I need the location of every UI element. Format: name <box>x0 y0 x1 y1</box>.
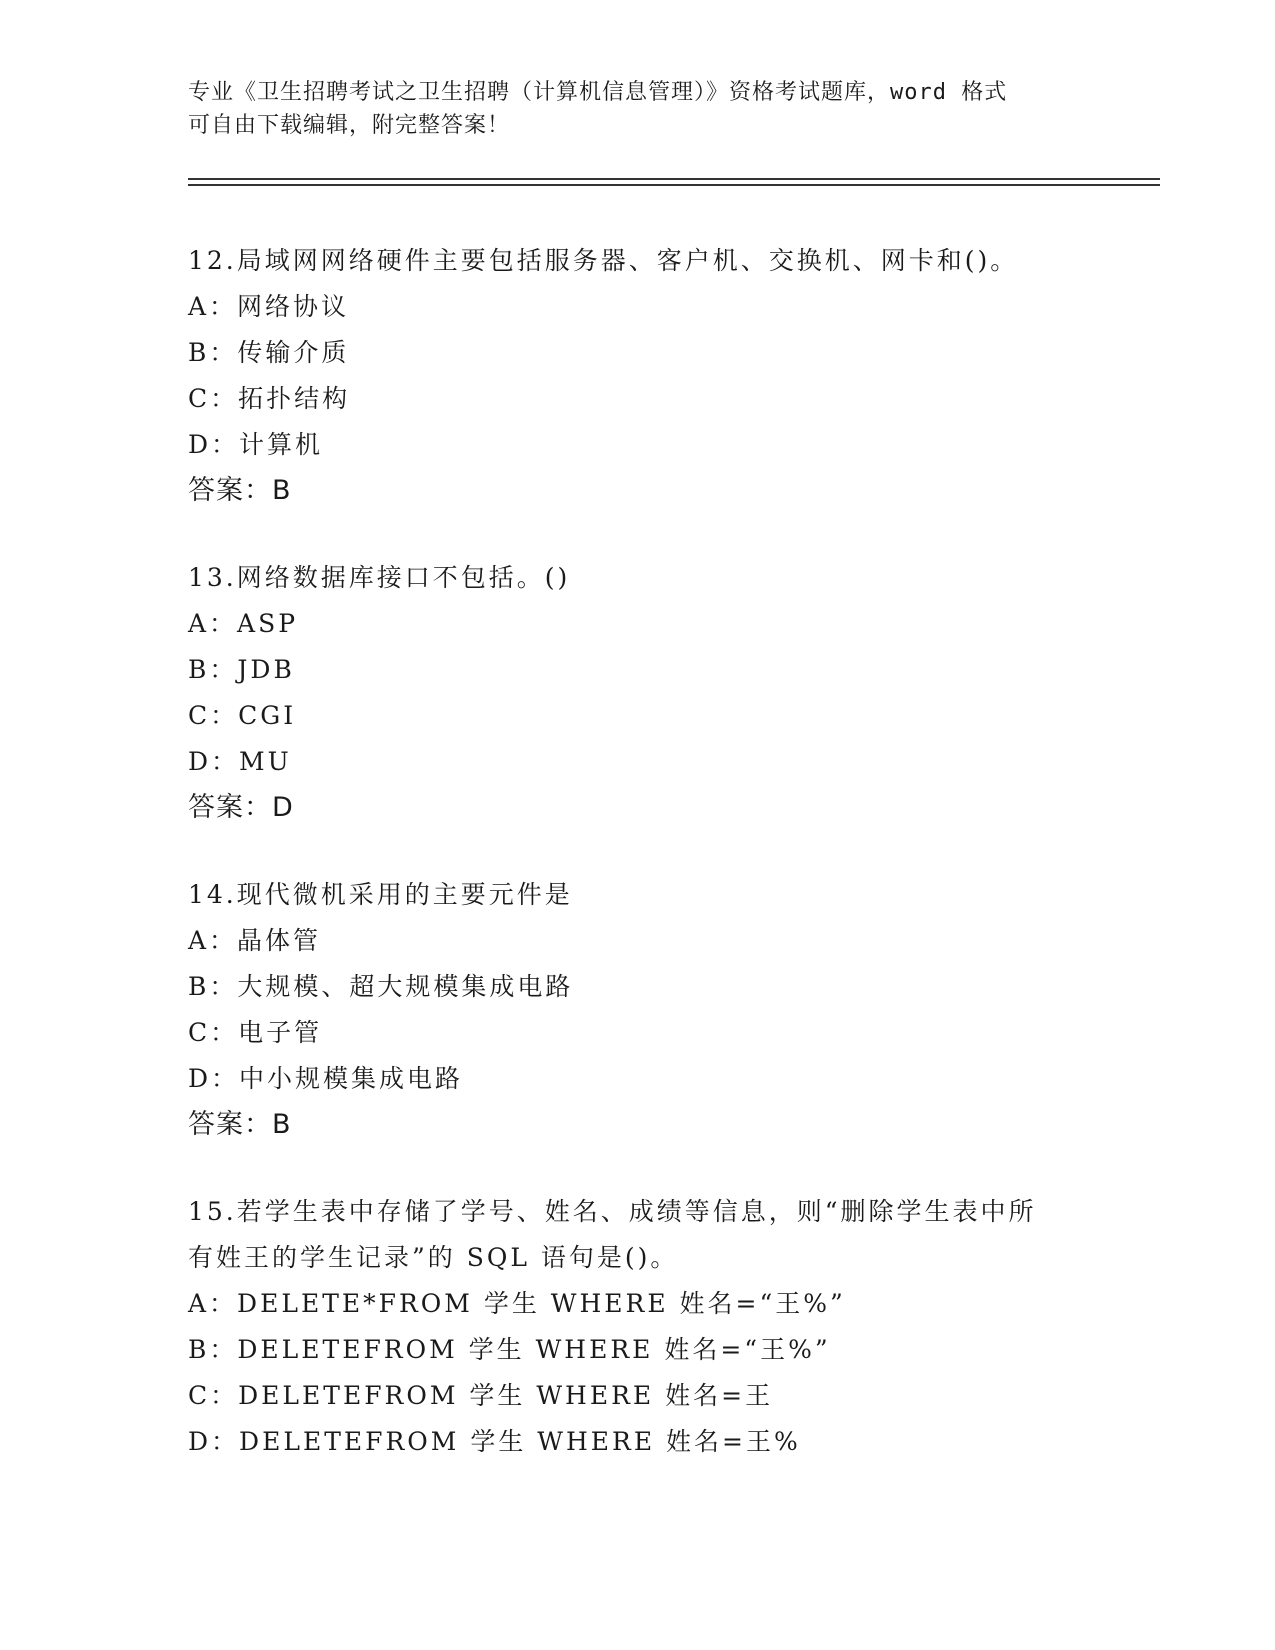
question-stem-continued: 有姓王的学生记录”的 SQL 语句是()。 <box>188 1243 679 1272</box>
question-stem: 14.现代微机采用的主要元件是 <box>188 880 573 909</box>
answer-line: 答案：B <box>188 475 292 506</box>
question-stem: 15.若学生表中存储了学号、姓名、成绩等信息，则“删除学生表中所 <box>188 1197 1037 1226</box>
option-b: B：DELETEFROM 学生 WHERE 姓名=“王%” <box>188 1335 831 1364</box>
option-b: B：传输介质 <box>188 338 350 367</box>
question-14 <box>188 872 1088 1148</box>
option-a: A：晶体管 <box>188 926 322 955</box>
option-a: A：网络协议 <box>188 292 350 321</box>
header-line-2: 可自由下载编辑，附完整答案！ <box>188 113 511 138</box>
option-d: D：计算机 <box>188 430 324 459</box>
question-stem: 13.网络数据库接口不包括。() <box>188 563 571 592</box>
question-15 <box>188 1189 1088 1465</box>
option-b: B：大规模、超大规模集成电路 <box>188 972 574 1001</box>
question-13 <box>188 555 1088 831</box>
header-divider-top <box>188 178 1160 180</box>
header-line-1: 专业《卫生招聘考试之卫生招聘（计算机信息管理）》资格考试题库，word 格式 <box>188 80 1008 105</box>
question-12 <box>188 238 1088 514</box>
option-a: A：DELETE*FROM 学生 WHERE 姓名=“王%” <box>188 1289 846 1318</box>
option-c: C：CGI <box>188 701 297 730</box>
option-d: D：DELETEFROM 学生 WHERE 姓名=王% <box>188 1427 801 1456</box>
question-stem: 12.局域网网络硬件主要包括服务器、客户机、交换机、网卡和()。 <box>188 246 1019 275</box>
answer-line: 答案：D <box>188 792 294 823</box>
header-divider-bottom <box>188 184 1160 186</box>
answer-line: 答案：B <box>188 1109 292 1140</box>
question-list <box>188 238 1088 1506</box>
option-d: D：中小规模集成电路 <box>188 1064 464 1093</box>
option-c: C：电子管 <box>188 1018 323 1047</box>
document-header <box>188 76 1088 142</box>
option-a: A：ASP <box>188 609 299 638</box>
option-c: C：DELETEFROM 学生 WHERE 姓名=王 <box>188 1381 774 1410</box>
option-c: C：拓扑结构 <box>188 384 351 413</box>
option-d: D：MU <box>188 747 292 776</box>
option-b: B：JDB <box>188 655 295 684</box>
